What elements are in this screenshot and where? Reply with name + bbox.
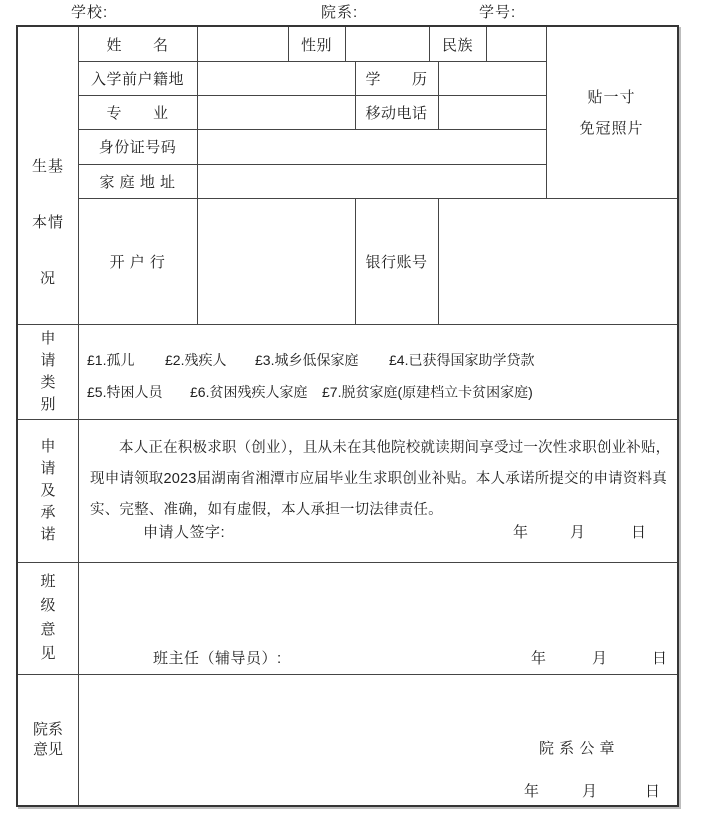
education-label: 学 历 (365, 70, 428, 88)
id-number-input-cell[interactable] (197, 129, 546, 164)
residence-input-cell[interactable] (197, 61, 355, 95)
category-option-student-loan[interactable]: £4.已获得国家助学贷款 (389, 352, 535, 368)
category-section-label-char: 申 (40, 329, 56, 347)
student-id-field-label[interactable]: 学号: (479, 4, 517, 21)
class-teacher-signature-label[interactable]: 班主任（辅导员）: (153, 650, 282, 667)
declaration-section-label-char: 及 (40, 481, 56, 499)
declaration-month-label: 月 (570, 524, 586, 541)
declaration-section-label-char: 承 (40, 503, 56, 521)
class-opinion-day-label: 日 (652, 650, 668, 667)
category-section-label-char: 别 (40, 395, 56, 413)
declaration-year-label: 年 (513, 524, 529, 541)
mobile-input-cell[interactable] (438, 95, 546, 129)
category-option-poor-disabled-family[interactable]: £6.贫困残疾人家庭 (190, 384, 308, 400)
class-opinion-section-label (18, 562, 78, 674)
department-seal-label: 院 系 公 章 (539, 740, 616, 757)
bank-branch-input-cell[interactable] (197, 198, 355, 324)
class-opinion-section-label-char: 级 (40, 597, 56, 614)
category-section-label-char: 请 (40, 351, 56, 369)
bank-branch-label: 开 户 行 (109, 253, 166, 271)
mobile-label: 移动电话 (365, 104, 428, 122)
residence-label: 入学前户籍地 (90, 70, 184, 88)
department-opinion-section-label-line: 院系 (32, 720, 63, 738)
name-input-cell[interactable] (197, 27, 288, 61)
declaration-text-line: 实、完整、准确，如有虚假，本人承担一切法律责任。 (90, 502, 443, 518)
home-address-input-cell[interactable] (197, 164, 546, 198)
category-option-disabled[interactable]: £2.残疾人 (165, 352, 227, 368)
major-input-cell[interactable] (197, 95, 355, 129)
category-option-extreme-poverty[interactable]: £5.特困人员 (87, 384, 163, 400)
department-opinion-year-label: 年 (524, 783, 540, 800)
photo-note-line: 免冠照片 (579, 119, 644, 137)
id-number-label: 身份证号码 (98, 139, 177, 156)
department-field-label[interactable]: 院系: (321, 4, 359, 21)
department-opinion-section-label (18, 674, 78, 805)
photo-note-line: 贴一寸 (587, 88, 636, 106)
basic-info-section-label: 况 (39, 270, 56, 287)
category-section-label-char: 类 (40, 373, 56, 391)
home-address-label: 家 庭 地 址 (99, 173, 176, 191)
class-opinion-section-label-char: 见 (40, 645, 56, 662)
declaration-section-label-char: 诺 (40, 525, 56, 543)
ethnicity-input-cell[interactable] (486, 27, 546, 61)
application-form-table (16, 25, 679, 807)
gender-input-cell[interactable] (345, 27, 429, 61)
category-option-lifted-poverty-family[interactable]: £7.脱贫家庭(原建档立卡贫困家庭) (322, 384, 533, 400)
class-opinion-section-label-char: 班 (40, 573, 56, 590)
bank-account-input-cell[interactable] (438, 198, 677, 324)
declaration-section-label-char: 请 (40, 459, 56, 477)
class-opinion-month-label: 月 (592, 650, 608, 667)
ethnicity-label: 民族 (441, 36, 473, 54)
applicant-signature-label[interactable]: 申请人签字: (143, 524, 226, 541)
basic-info-section-label: 生基 (31, 158, 64, 175)
table-grid-line (18, 419, 677, 420)
class-opinion-year-label: 年 (531, 650, 547, 667)
department-opinion-month-label: 月 (582, 783, 598, 800)
class-opinion-section-label-char: 意 (40, 621, 56, 638)
bank-account-label: 银行账号 (365, 253, 428, 271)
category-option-orphan[interactable]: £1.孤儿 (87, 352, 135, 368)
gender-label: 性别 (300, 36, 332, 54)
photo-paste-area[interactable] (546, 27, 677, 198)
category-option-low-income[interactable]: £3.城乡低保家庭 (255, 352, 359, 368)
declaration-text-line: 现申请领取2023届湖南省湘潭市应届毕业生求职创业补贴。本人承诺所提交的申请资料真 (90, 471, 667, 487)
department-opinion-day-label: 日 (645, 783, 661, 800)
declaration-section-label (18, 419, 78, 562)
name-label: 姓 名 (106, 36, 169, 54)
category-section-label (18, 324, 78, 419)
declaration-text-line: 本人正在积极求职（创业），且从未在其他院校就读期间享受过一次性求职创业补贴， (119, 440, 671, 456)
declaration-text (90, 433, 674, 526)
declaration-day-label: 日 (631, 524, 647, 541)
major-label: 专 业 (106, 104, 169, 122)
school-field-label[interactable]: 学校: (71, 4, 109, 21)
education-input-cell[interactable] (438, 61, 546, 95)
department-opinion-section-label-line: 意见 (32, 740, 63, 758)
table-grid-line (18, 324, 677, 325)
basic-info-section-label: 本情 (31, 214, 64, 231)
declaration-section-label-char: 申 (40, 437, 56, 455)
